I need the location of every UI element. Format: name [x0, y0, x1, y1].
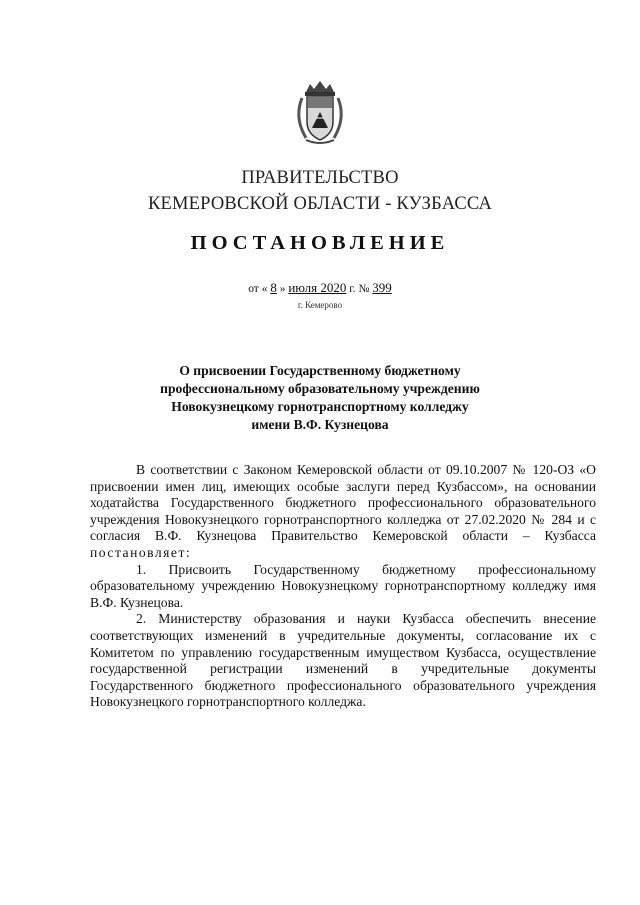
document-number: 399: [372, 280, 392, 295]
city-label: г. Кемерово: [297, 300, 343, 310]
date-day: 8: [270, 280, 277, 295]
document-type: ПОСТАНОВЛЕНИЕ: [190, 232, 450, 254]
date-year-suffix: г.: [349, 283, 356, 295]
date-sep: »: [279, 283, 286, 295]
preamble-text: В соответствии с Законом Кемеровской области от 09.10.2007 № 120-ОЗ «О присвоении имен лиц, имеющих особые заслуги перед Кузбассом», на основании ходатайства Государственного бюджетного профессионального образовательного учреждения Новокузнецкого горнотранспортного колледжа от 27.02.2020 № 284 и с согласия В.Ф. Кузнецова Правительство Кемеровской области – Кузбасса: [90, 462, 596, 544]
decree-word: постановляет:: [90, 544, 192, 560]
item-1-paragraph: 1. Присвоить Государственному бюджетному профессиональному образовательному учреждению Новокузнецкому горнотранспортному колледжу имя В.Ф. Кузнецова.: [90, 561, 596, 610]
document-title: [120, 362, 520, 434]
date-prefix: от «: [248, 283, 268, 295]
title-line: О присвоении Государственному бюджетному: [179, 363, 461, 378]
coat-of-arms-icon: [292, 78, 348, 148]
org-name-line2: КЕМЕРОВСКОЙ ОБЛАСТИ - КУЗБАССА: [147, 194, 493, 214]
org-name-line1: ПРАВИТЕЛЬСТВО: [241, 168, 399, 188]
title-line: Новокузнецкому горнотранспортному колледжу: [171, 399, 469, 414]
preamble-paragraph: [90, 462, 596, 562]
title-line: профессиональному образовательному учреждению: [160, 381, 480, 396]
number-sign: №: [358, 283, 370, 295]
title-line: имени В.Ф. Кузнецова: [251, 417, 389, 432]
document-body: [90, 462, 596, 711]
date-month-year: июля 2020: [288, 280, 347, 295]
date-number-line: [0, 280, 640, 296]
item-2-paragraph: 2. Министерству образования и науки Кузбасса обеспечить внесение соответствующих изменений в учредительные документы, согласование их с Комитетом по управлению государственным имуществом Кузбасса, осуществление государственной регистрации изменений в учредительные документы Государственного бюджетного профессионального образовательного учреждения Новокузнецкого горнотранспортного колледжа.: [90, 611, 596, 710]
